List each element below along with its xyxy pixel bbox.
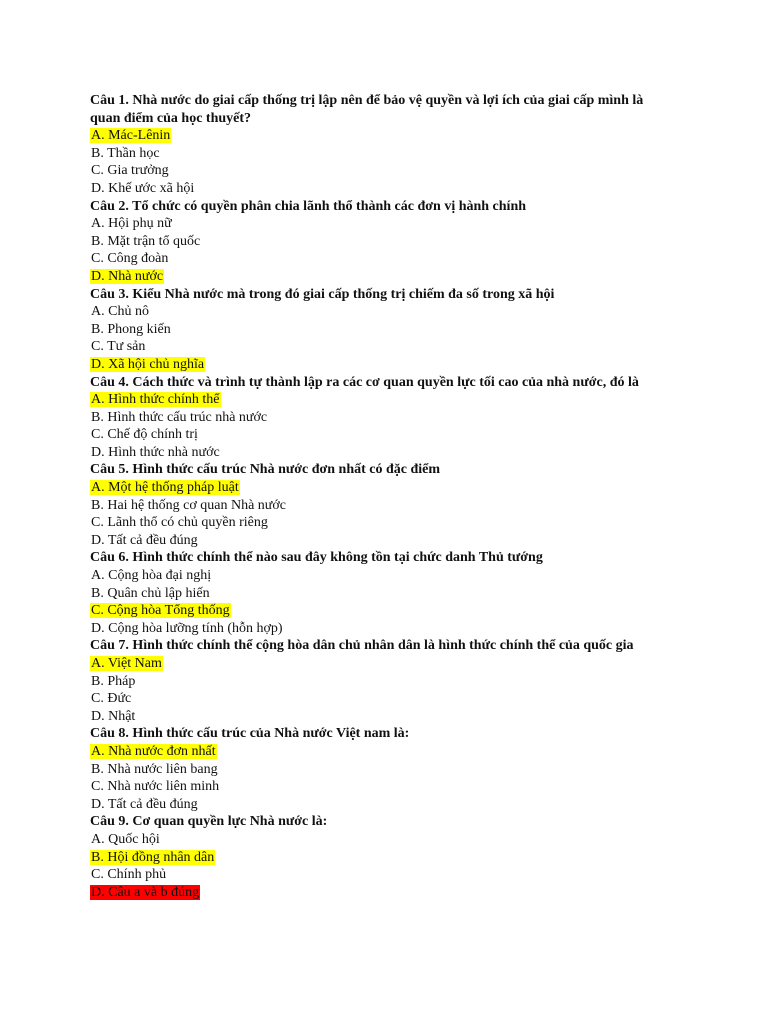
answer-option: [90, 303, 650, 321]
answer-option: [90, 162, 650, 180]
question-block-1: [90, 92, 650, 198]
answer-option: [90, 849, 650, 867]
answer-option: [90, 180, 650, 198]
answer-option: [90, 145, 650, 163]
answer-option: [90, 743, 650, 761]
answer-option: [90, 391, 650, 409]
answer-option: [90, 532, 650, 550]
answer-option: [90, 215, 650, 233]
answer-option-text: C. Chế độ chính trị: [91, 427, 198, 443]
answer-option-text: D. Tất cả đều đúng: [91, 796, 198, 812]
answer-option-text: C. Tư sản: [91, 339, 146, 355]
answer-option: [90, 233, 650, 251]
answer-option-text: A. Hội phụ nữ: [91, 216, 172, 232]
answer-option-text: B. Thần học: [91, 145, 160, 161]
question-text: Câu 2. Tổ chức có quyền phân chia lãnh thổ thành các đơn vị hành chính: [90, 198, 527, 214]
answer-option-text: A. Mác-Lênin: [91, 128, 171, 144]
answer-option-text: D. Cộng hòa lưỡng tính (hỗn hợp): [91, 620, 283, 636]
question-text: Câu 7. Hình thức chính thể cộng hòa dân chủ nhân dân là hình thức chính thể của quốc gia: [90, 638, 634, 654]
answer-option: [90, 884, 650, 902]
answer-option: [90, 268, 650, 286]
answer-option-text: B. Hai hệ thống cơ quan Nhà nước: [91, 497, 287, 513]
answer-option: [90, 409, 650, 427]
answer-option-text: B. Pháp: [91, 673, 136, 689]
question-text: Câu 8. Hình thức cấu trúc của Nhà nước Việt nam là:: [90, 726, 410, 742]
answer-option: [90, 690, 650, 708]
answer-option: [90, 796, 650, 814]
answer-option: [90, 585, 650, 603]
answer-option: [90, 444, 650, 462]
answer-option-text: D. Nhật: [91, 708, 136, 724]
question-block-4: [90, 374, 650, 462]
question-text: Câu 4. Cách thức và trình tự thành lập ra các cơ quan quyền lực tối cao của nhà nước, đó là: [90, 374, 639, 390]
answer-option-text: C. Cộng hòa Tổng thống: [91, 603, 230, 619]
answer-option: [90, 479, 650, 497]
answer-option-text: A. Việt Nam: [91, 656, 162, 671]
answer-option: [90, 831, 650, 849]
answer-option-text: D. Tất cả đều đúng: [91, 532, 198, 548]
answer-option-text: D. Câu a và b đúng: [91, 884, 200, 900]
answer-option-text: C. Nhà nước liên minh: [91, 779, 220, 795]
answer-option-text: D. Xã hội chủ nghĩa: [91, 356, 205, 372]
answer-option: [90, 426, 650, 444]
answer-option: [90, 250, 650, 268]
answer-option: [90, 673, 650, 691]
answer-option: [90, 778, 650, 796]
answer-option: [90, 338, 650, 356]
answer-option-text: A. Hình thức chính thể: [91, 392, 220, 408]
question-block-6: [90, 549, 650, 637]
answer-option-text: C. Chính phủ: [91, 867, 167, 883]
answer-option-text: C. Công đoàn: [91, 251, 169, 267]
answer-option-text: B. Quân chủ lập hiến: [91, 585, 210, 601]
answer-option-text: A. Chủ nô: [91, 304, 149, 320]
answer-option: [90, 708, 650, 726]
question-block-7: [90, 637, 650, 725]
question-block-8: [90, 725, 650, 813]
answer-option: [90, 514, 650, 532]
answer-option-text: B. Nhà nước liên bang: [91, 761, 218, 777]
question-block-5: [90, 461, 650, 549]
question-text: Câu 6. Hình thức chính thể nào sau đây không tồn tại chức danh Thủ tướng: [90, 550, 543, 566]
question-block-2: [90, 198, 650, 286]
answer-option: [90, 321, 650, 339]
answer-option-text: B. Hình thức cấu trúc nhà nước: [91, 409, 268, 425]
answer-option-text: C. Đức: [91, 691, 132, 707]
question-text: Câu 3. Kiểu Nhà nước mà trong đó giai cấp thống trị chiếm đa số trong xã hội: [90, 286, 555, 302]
answer-option-text: D. Hình thức nhà nước: [91, 444, 220, 460]
answer-option-text: A. Quốc hội: [91, 831, 160, 847]
answer-option-text: B. Mặt trận tổ quốc: [91, 233, 201, 249]
answer-option-text: C. Gia trưởng: [91, 163, 169, 179]
question-text: Câu 5. Hình thức cấu trúc Nhà nước đơn nhất có đặc điểm: [90, 462, 441, 478]
question-block-3: [90, 286, 650, 374]
answer-option-text: A. Cộng hòa đại nghị: [91, 568, 212, 584]
answer-option-text: A. Một hệ thống pháp luật: [91, 480, 239, 496]
quiz-content: [90, 92, 650, 901]
answer-option: [90, 602, 650, 620]
answer-option-text: C. Lãnh thổ có chủ quyền riêng: [91, 515, 268, 531]
answer-option: [90, 356, 650, 374]
answer-option-text: B. Phong kiến: [91, 321, 171, 337]
question-text: Câu 1. Nhà nước do giai cấp thống trị lập nên để bảo vệ quyền và lợi ích của giai cấp mình là quan điểm của học thuyết?: [90, 93, 644, 126]
answer-option-text: B. Hội đồng nhân dân: [91, 849, 215, 865]
question-block-9: [90, 813, 650, 901]
answer-option-text: D. Khế ước xã hội: [91, 180, 195, 196]
question-text: Câu 9. Cơ quan quyền lực Nhà nước là:: [90, 814, 328, 830]
answer-option: [90, 497, 650, 515]
answer-option-text: A. Nhà nước đơn nhất: [91, 743, 216, 759]
answer-option: [90, 761, 650, 779]
answer-option-text: D. Nhà nước: [91, 268, 164, 284]
answer-option: [90, 655, 650, 673]
answer-option: [90, 127, 650, 145]
answer-option: [90, 866, 650, 884]
answer-option: [90, 620, 650, 638]
answer-option: [90, 567, 650, 585]
